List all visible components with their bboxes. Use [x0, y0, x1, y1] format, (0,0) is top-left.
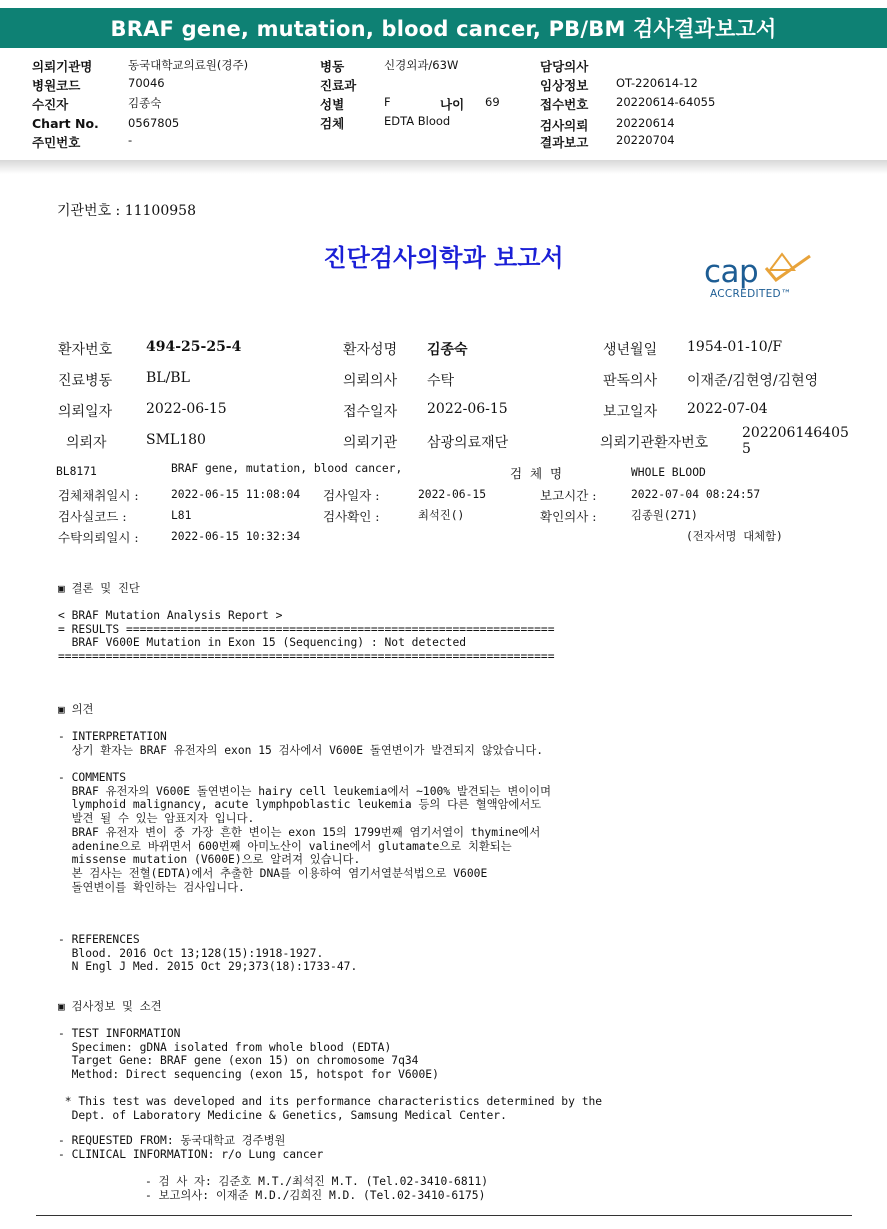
text-line: * This test was developed and its performance characteristics determined by the [58, 1095, 603, 1108]
field-value: 김종숙 [427, 342, 468, 358]
cap-logo-sub: ACCREDITED™ [710, 288, 792, 300]
hdr-value: 20220614 [616, 116, 675, 130]
field-value: 삼광의료재단 [427, 435, 509, 451]
comments-block [58, 771, 551, 894]
text-line: Blood. 2016 Oct 13;128(15):1918-1927. [58, 946, 324, 960]
text-line: lymphoid malignancy, acute lymphpoblastic leukemia 등의 다른 혈액암에서도 [58, 798, 542, 812]
meta-value: 2022-06-15 11:08:04 [171, 488, 301, 501]
hdr-value: OT-220614-12 [616, 76, 698, 90]
meta-value: L81 [171, 509, 192, 522]
text-line: adenine으로 바뀌면서 600번째 아미노산이 valine에서 glutamate으로 치환되는 [58, 839, 512, 853]
results-line: < BRAF Mutation Analysis Report > [58, 609, 283, 622]
results-line: ========================================================================= [58, 650, 555, 664]
field-value: BL/BL [146, 370, 190, 386]
field-label: 환자성명 [343, 342, 398, 358]
requested-block [58, 1134, 323, 1161]
text-line: - CLINICAL INFORMATION: r/o Lung cancer [58, 1147, 324, 1161]
text-line: BRAF 유전자의 V600E 돌연변이는 hairy cell leukemia에서 ~100% 발견되는 변이이며 [58, 784, 551, 798]
field-value: 2022-07-04 [687, 401, 768, 417]
test-name: BRAF gene, mutation, blood cancer, [171, 462, 403, 475]
field-label: 환자번호 [58, 342, 113, 358]
bottom-divider [36, 1215, 852, 1216]
text-line: missense mutation (V600E)으로 알려져 있습니다. [58, 853, 361, 867]
field-label: 진료병동 [58, 373, 113, 389]
text-line: - 검 사 자: 김준호 M.T./최석진 M.T. (Tel.02-3410-6811) [145, 1175, 489, 1188]
hdr-label: 검사의뢰 [540, 118, 589, 133]
text-line: 상기 환자는 BRAF 유전자의 exon 15 검사에서 V600E 돌연변이가 발견되지 않았습니다. [58, 743, 544, 757]
hdr-label: 나이 [440, 97, 465, 112]
hdr-value: EDTA Blood [384, 114, 451, 128]
text-line: 본 검사는 전혈(EDTA)에서 추출한 DNA를 이용하여 염기서열분석법으로 V600E [58, 866, 488, 880]
text-line: 돌연변이를 확인하는 검사입니다. [58, 880, 245, 894]
text-line: 발견 될 수 있는 암표지자 입니다. [58, 812, 255, 826]
meta-label: 검사일자 : [323, 488, 380, 503]
meta-label: 검사확인 : [323, 509, 380, 524]
hdr-value: F [384, 95, 391, 109]
field-label: 의뢰기관환자번호 [600, 435, 709, 451]
meta-value: 2022-06-15 10:32:34 [171, 530, 301, 543]
section-title-test-info: ▣ 검사정보 및 소견 [58, 1000, 162, 1013]
hdr-label: 진료과 [320, 78, 357, 93]
meta-value: 2022-06-15 [418, 488, 487, 501]
text-line: Dept. of Laboratory Medicine & Genetics, Samsung Medical Center. [58, 1108, 507, 1122]
text-line: Specimen: gDNA isolated from whole blood (EDTA) [58, 1040, 392, 1054]
institution-number: 기관번호 : 11100958 [57, 203, 196, 219]
specimen-value: WHOLE BLOOD [631, 466, 706, 479]
field-label: 판독의사 [603, 373, 658, 389]
hdr-label: 검체 [320, 116, 345, 131]
header-info [0, 55, 887, 165]
hdr-label: 담당의사 [540, 59, 589, 74]
field-label: 의뢰기관 [343, 435, 398, 451]
hdr-value: 20220704 [616, 133, 675, 147]
header-divider [0, 160, 887, 174]
field-label: 의뢰의사 [343, 373, 398, 389]
text-line: - INTERPRETATION [58, 730, 167, 743]
hdr-label: Chart No. [32, 116, 99, 131]
text-line: - REQUESTED FROM: 동국대학교 경주병원 [58, 1134, 286, 1147]
hdr-label: 수진자 [32, 97, 69, 112]
disclaimer-block [58, 1095, 602, 1122]
results-line: BRAF V600E Mutation in Exon 15 (Sequencing) : Not detected [58, 636, 467, 650]
text-line: - REFERENCES [58, 933, 140, 946]
hdr-label: 병원코드 [32, 78, 81, 93]
field-label: 보고일자 [603, 404, 658, 420]
field-label: 접수일자 [343, 404, 398, 420]
hdr-label: 결과보고 [540, 135, 589, 150]
meta-label: 보고시간 : [540, 488, 597, 503]
results-block [58, 609, 555, 664]
hdr-value: 동국대학교의료원(경주) [128, 58, 249, 72]
hdr-value: 0567805 [128, 116, 180, 130]
field-label: 생년월일 [603, 342, 658, 358]
hdr-label: 접수번호 [540, 97, 589, 112]
hdr-value: 70046 [128, 76, 165, 90]
field-value: SML180 [146, 432, 206, 448]
text-line: Method: Direct sequencing (exon 15, hotspot for V600E) [58, 1068, 439, 1082]
hdr-label: 주민번호 [32, 135, 81, 150]
field-value: 수탁 [427, 373, 455, 389]
text-line: - TEST INFORMATION [58, 1027, 181, 1040]
text-line: Target Gene: BRAF gene (exon 15) on chromosome 7q34 [58, 1054, 419, 1068]
text-line: - 보고의사: 이재준 M.D./김희진 M.D. (Tel.02-3410-6175) [145, 1188, 486, 1202]
hdr-value: 김종숙 [128, 96, 162, 110]
text-line: - COMMENTS [58, 771, 127, 784]
signers-block [145, 1175, 488, 1202]
meta-value: 김종원(271) [631, 509, 698, 522]
test-info-block [58, 1027, 439, 1082]
field-value: 2022-06-15 [427, 401, 508, 417]
field-value: 이재준/김현영/김현영 [687, 373, 819, 389]
specimen-label: 검 체 명 [510, 466, 563, 481]
results-line: = RESULTS =============================================================== [58, 622, 555, 636]
section-title-conclusion: ▣ 결론 및 진단 [58, 582, 140, 595]
cap-accredited-logo [700, 250, 820, 300]
meta-label: 확인의사 : [540, 509, 597, 524]
meta-label: 검체채취일시 : [58, 488, 139, 503]
hdr-value: 신경외과/63W [384, 58, 459, 72]
field-value: 494-25-25-4 [146, 339, 242, 355]
hdr-value: - [128, 133, 133, 147]
hdr-value: 69 [485, 95, 500, 109]
meta-label: 검사실코드 : [58, 509, 127, 524]
hdr-value: 20220614-64055 [616, 95, 716, 109]
meta-label: 수탁의뢰일시 : [58, 530, 139, 545]
report-title: 진단검사의학과 보고서 [323, 244, 564, 272]
cap-logo-word: cap [704, 254, 759, 290]
hdr-label: 임상정보 [540, 78, 589, 93]
test-code: BL8171 [56, 465, 97, 478]
references-block [58, 933, 357, 974]
meta-value: 2022-07-04 08:24:57 [631, 488, 761, 501]
field-value: 2022-06-15 [146, 401, 227, 417]
text-line: BRAF 유전자 변이 중 가장 흔한 변이는 exon 15의 1799번째 염기서열이 thymine에서 [58, 825, 541, 839]
interpretation-block [58, 730, 543, 757]
banner-title: BRAF gene, mutation, blood cancer, PB/BM 검사결과보고서 [110, 17, 777, 41]
meta-value: 최석진() [418, 509, 465, 522]
field-value: 1954-01-10/F [687, 339, 783, 355]
section-title-opinion: ▣ 의견 [58, 703, 94, 716]
field-label: 의뢰자 [66, 435, 107, 451]
text-line: N Engl J Med. 2015 Oct 29;373(18):1733-47. [58, 960, 358, 974]
hdr-label: 의뢰기관명 [32, 59, 93, 74]
hdr-label: 성별 [320, 97, 345, 112]
hdr-label: 병동 [320, 59, 345, 74]
report-banner [0, 8, 887, 48]
signature-note: (전자서명 대체함) [686, 530, 783, 543]
field-value: 202206146405 5 [742, 425, 849, 457]
field-label: 의뢰일자 [58, 404, 113, 420]
